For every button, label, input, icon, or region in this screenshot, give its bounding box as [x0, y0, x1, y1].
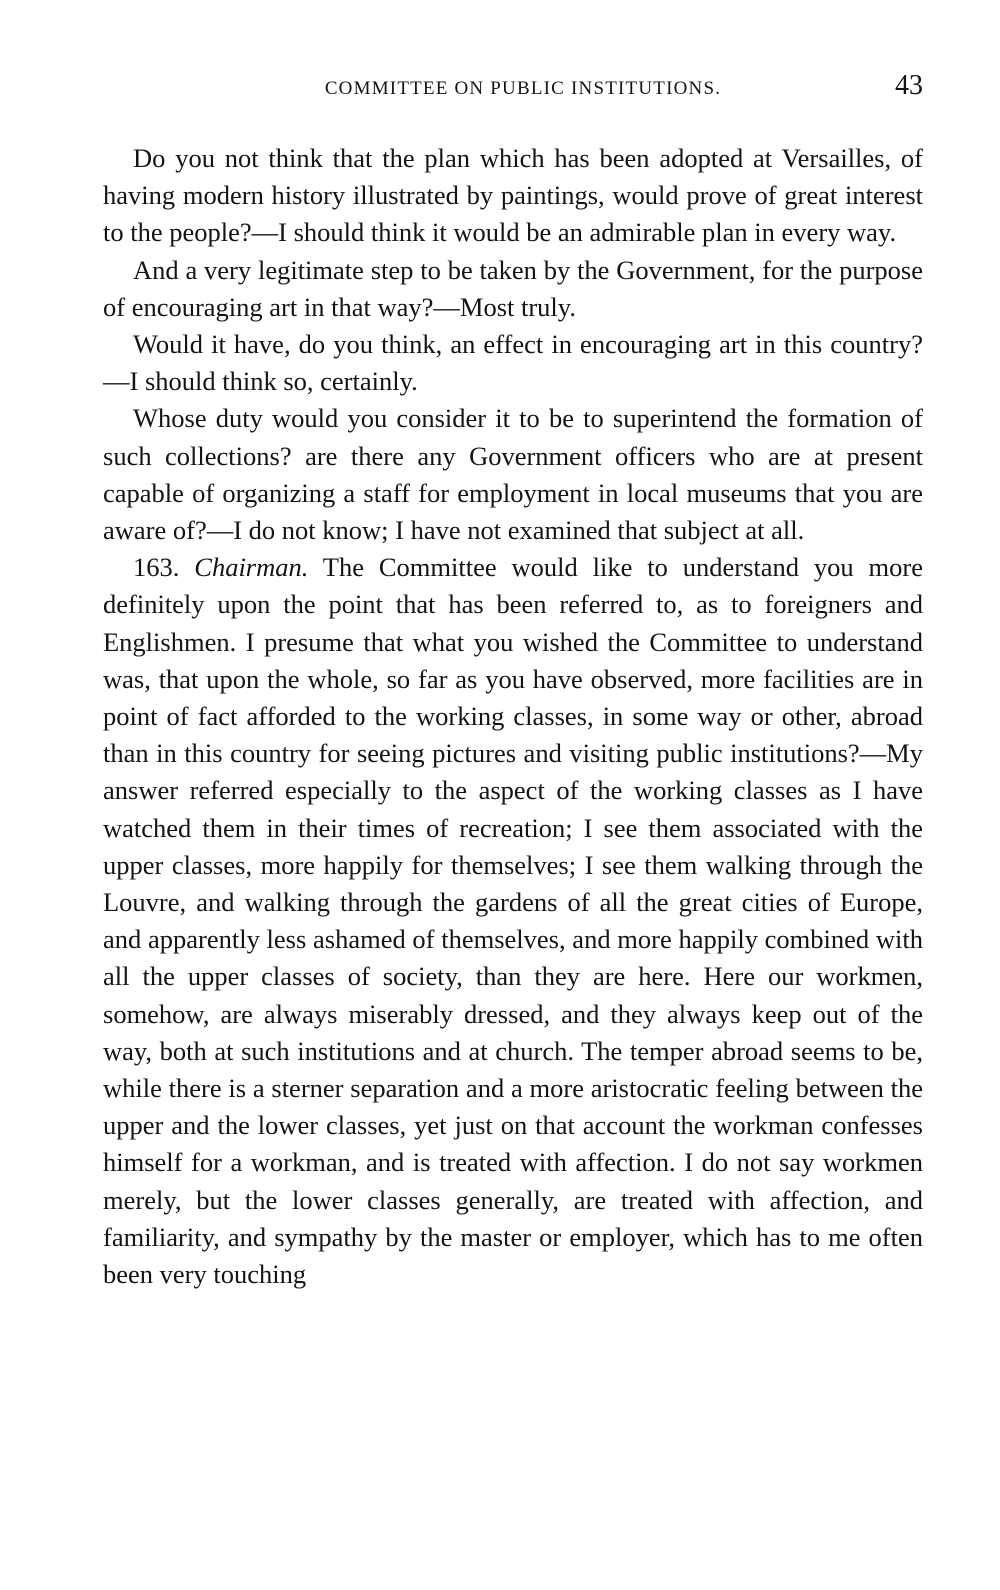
page-number: 43 — [895, 70, 923, 101]
paragraph-163-text: The Committee would like to understand you more definitely upon the point that has been referred to, as to foreigners and Englishmen. I presume that what you wished the Committee to understand was, that upon the whole, so far as you have observed, more facilities are in point of fact afforded to the working classes, in some way or other, abroad than in this country for seeing pictures and visiting public institutions?—My answer referred especially to the aspect of the working classes as I have watched them in their times of recreation; I see them associated with the upper classes, more happily for themselves; I see them walking through the Louvre, and walking through the gardens of all the great cities of Europe, and apparently less ashamed of themselves, and more happily combined with all the upper classes of society, than they are here. Here our workmen, somehow, are always miserably dressed, and they always keep out of the way, both at such institutions and at church. The temper abroad seems to be, while there is a sterner separation and a more aristocratic feeling between the upper and the lower classes, yet just on that account the workman confesses himself for a workman, and is treated with affection. I do not say workmen merely, but the lower classes generally, are treated with affection, and familiarity, and sympathy by the master or employer, which has to me often been very touching — [103, 552, 923, 1290]
body-text — [103, 140, 923, 1293]
paragraph-government-step: And a very legitimate step to be taken by the Government, for the purpose of encouraging art in that way?—Most truly. — [103, 254, 923, 322]
running-header — [103, 72, 923, 112]
paragraph-superintend-collections: Whose duty would you consider it to be to superintend the formation of such collections? are there any Government officers who are at present capable of organizing a staff for employment in local museums that you are aware of?—I do not know; I have not examined that subject at all. — [103, 403, 923, 546]
paragraph-163 — [103, 549, 923, 1293]
paragraph-encouraging-art: Would it have, do you think, an effect in encouraging art in this country?—I should think so, certainly. — [103, 329, 923, 397]
question-number: 163. — [133, 552, 180, 583]
running-title: COMMITTEE ON PUBLIC INSTITUTIONS. — [324, 78, 722, 99]
speaker-name: Chairman. — [194, 552, 309, 583]
paragraph-versailles: Do you not think that the plan which has been adopted at Versailles, of having modern history illustrated by paintings, would prove of great interest to the people?—I should think it would be an admirable plan in every way. — [103, 143, 923, 248]
